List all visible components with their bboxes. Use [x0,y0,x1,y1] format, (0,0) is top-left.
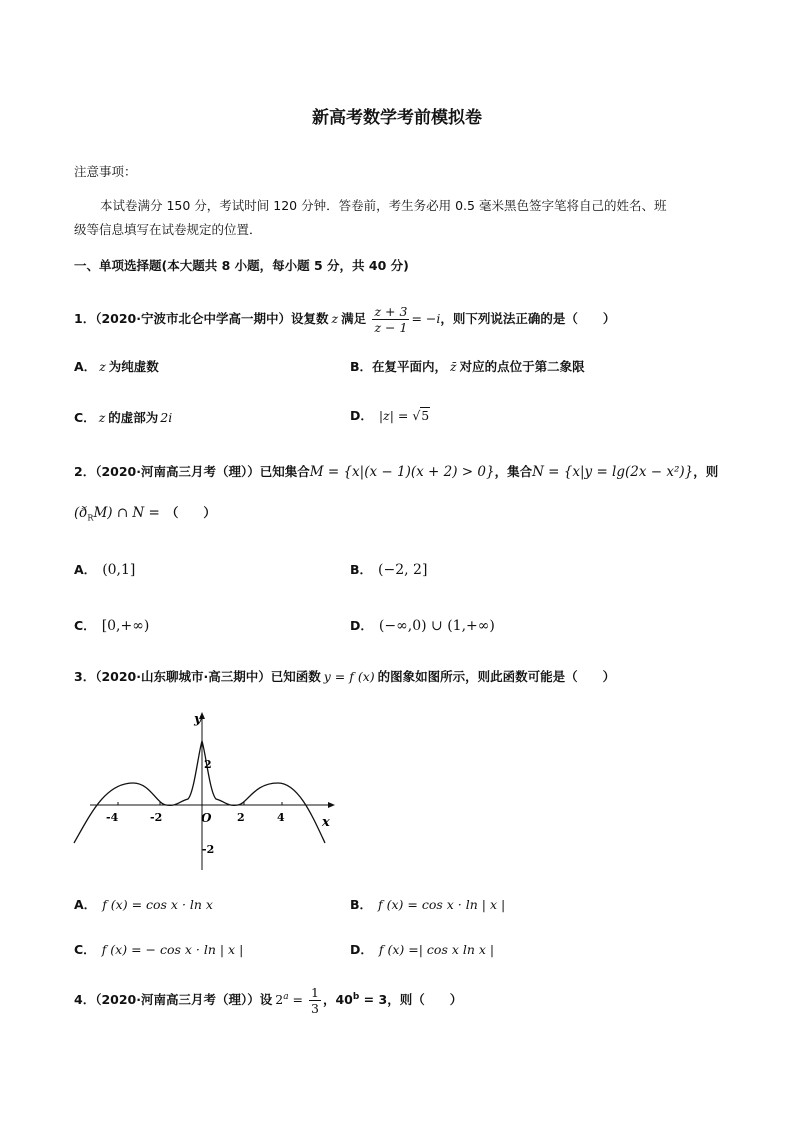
option-label: B． [350,897,373,912]
q1-a-text: 为纯虚数 [108,359,159,374]
q2-expr-rest: M) ∩ N = [93,505,160,521]
q2-a-val: (0,1] [102,562,136,578]
q2-mid: ，集合 [494,464,533,479]
option-label: D． [350,408,373,423]
q2-d-val: (−∞,0) ∪ (1,+∞) [378,618,495,634]
tick-label: 2 [204,758,212,771]
q3-prefix: 3．（2020·山东聊城市·高三期中）已知函数 [74,669,321,684]
option-label: C． [74,618,96,633]
q3-option-a [74,895,213,913]
option-label: B． [350,359,373,374]
q3-option-b [350,895,505,913]
tick-label: -2 [202,843,215,856]
question-2 [74,462,718,480]
q1-denominator: z − 1 [374,320,408,335]
x-axis-label: x [322,815,330,830]
q3-option-c [74,940,243,958]
option-label: D． [350,942,373,957]
q2-expression [74,503,216,523]
q1-d-lhs: |z| = [378,408,413,423]
q1-mid: 满足 [341,311,367,326]
q1-option-d: D． |z| = √5 [350,408,430,423]
option-label: B． [350,562,373,577]
function-graph [70,705,340,875]
option-label: A． [74,359,97,374]
q1-b-text: 对应的点位于第二象限 [459,359,585,374]
q1-d-sqrt: 5 [421,408,430,423]
q2-set-n: N = {x|y = lg(2x − x²)} [532,464,694,480]
q1-prefix: 1．（2020·宁波市北仑中学高一期中）设复数 [74,311,329,326]
option-label: D． [350,618,373,633]
origin-label: O [201,811,212,825]
tick-label: -2 [150,811,163,824]
option-label: A． [74,897,97,912]
q3-func: y = f (x) [323,669,375,684]
notice-label: 注意事项： [74,164,137,179]
question-3 [74,667,615,685]
q4-eq2-rest: = 3，则（ ） [359,992,463,1007]
question-1 [74,304,615,335]
q3-d-val: f (x) =| cos x ln x | [378,942,495,957]
q1-option-b [350,357,585,375]
q4-eq1-eq: = [288,992,307,1007]
q2-c-val: [0,+∞) [101,618,150,634]
q1-rhs: = −i [411,311,441,326]
q3-suffix: 的图象如图所示，则此函数可能是（ ） [377,669,616,684]
option-label: C． [74,942,96,957]
q1-var: z [331,311,339,326]
notice-text-line-2: 级等信息填写在试卷规定的位置． [74,222,262,237]
section-heading: 一、单项选择题(本大题共 8 小题，每小题 5 分，共 40 分) [74,258,409,273]
function-curve [74,741,325,843]
q2-option-a [74,560,135,578]
q1-c-var: z [98,410,106,425]
q1-a-var: z [99,359,106,374]
q1-suffix: ，则下列说法正确的是（ ） [440,311,616,326]
q1-fraction [372,304,409,335]
q3-c-val: f (x) = − cos x · ln | x | [101,942,244,957]
q1-c-val: 2i [160,410,173,425]
q2-prefix: 2．（2020·河南高三月考（理））已知集合 [74,464,310,479]
q1-option-a [74,357,159,375]
q4-eq1-exp: a [283,991,289,1002]
option-label: A． [74,562,97,577]
notice-text-line-1: 本试卷满分 150 分，考试时间 120 分钟．答卷前，考生务必用 0.5 毫米黑色签字笔将自己的姓名、班 [100,198,667,213]
q3-a-val: f (x) = cos x · ln x [102,897,213,912]
q2-option-d [350,616,495,634]
q4-prefix: 4．（2020·河南高三月考（理））设 [74,992,273,1007]
q2-option-c [74,616,149,634]
question-4 [74,985,462,1016]
tick-label: 4 [277,811,285,824]
q1-numerator: z + 3 [374,304,408,319]
q4-eq2: 40 [335,992,353,1007]
q4-numerator: 1 [311,985,319,1000]
q2-set-m: M = {x|(x − 1)(x + 2) > 0} [309,464,495,480]
option-label: C． [74,410,96,425]
tick-label: 2 [237,811,245,824]
q4-sep: ， [322,992,336,1007]
q4-eq1-base: 2 [275,992,284,1007]
q2-expr: (ð [74,505,88,521]
q2-suffix: ，则 [693,464,719,479]
q1-b-pre: 在复平面内， [372,359,448,374]
q2-expr-sub: R [87,513,94,523]
page-title: 新高考数学考前模拟卷 [312,108,482,128]
q4-denominator: 3 [311,1001,319,1016]
q4-eq2-exp: b [352,991,360,1002]
q1-b-var: z̄ [450,359,457,374]
q2-option-b [350,560,427,578]
q4-fraction [309,985,321,1016]
q3-b-val: f (x) = cos x · ln | x | [378,897,506,912]
q1-option-c [74,408,172,426]
q2-b-val: (−2, 2] [378,562,428,578]
q1-c-text: 的虚部为 [108,410,159,425]
tick-label: -4 [106,811,119,824]
q2-blank: （ ） [165,505,216,520]
q3-option-d [350,940,494,958]
y-axis-label: y [194,712,202,727]
